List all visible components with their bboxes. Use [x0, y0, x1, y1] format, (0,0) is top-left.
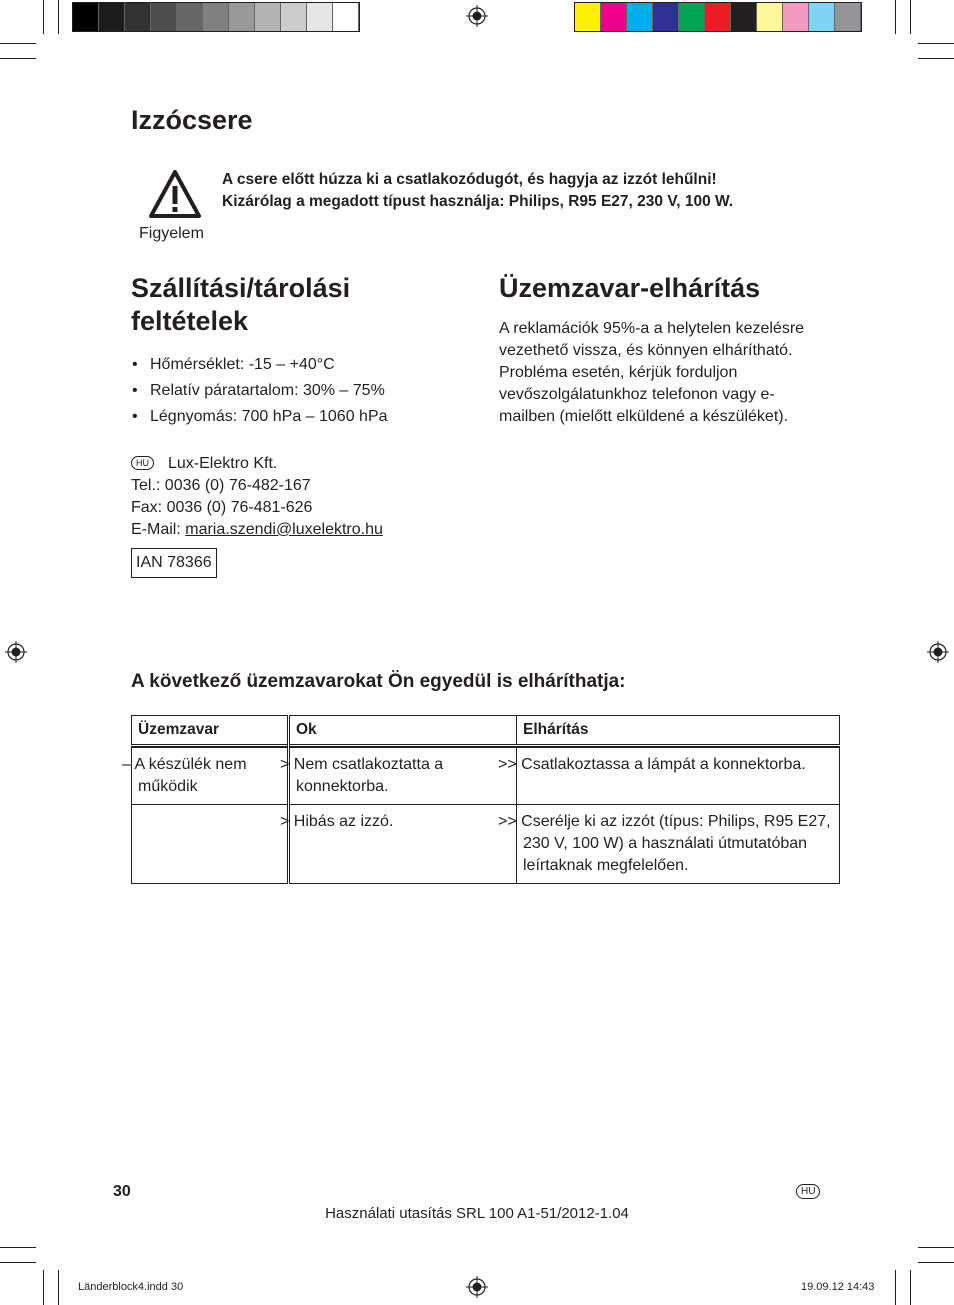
- warning-triangle-icon: [147, 168, 203, 220]
- table-cell-cause: > Nem csatlakoztatta a konnektorba.: [289, 748, 517, 805]
- crop-mark: [895, 0, 896, 34]
- grayscale-color-bar: [72, 2, 360, 32]
- list-item: • Relatív páratartalom: 30% – 75%: [130, 378, 388, 404]
- color-swatch: [601, 3, 627, 31]
- text-line: vezethető vissza, és könnyen elhárítható.: [499, 342, 793, 359]
- table-cell-fix: >> Csatlakoztassa a lámpát a konnektorba.: [517, 748, 840, 805]
- warning-label: Figyelem: [139, 225, 204, 242]
- text-line: Probléma esetén, kérjük forduljon: [499, 364, 738, 381]
- column-header: Üzemzavar: [132, 716, 289, 746]
- table-row: [132, 805, 840, 884]
- country-badge: HU: [796, 1184, 820, 1199]
- color-swatch: [627, 3, 653, 31]
- table-cell-fix: >> Cserélje ki az izzót (típus: Philips, R95 E27, 230 V, 100 W) a használati útmutatóban leírtaknak megfelelően.: [517, 805, 840, 884]
- color-swatch: [731, 3, 757, 31]
- crop-mark: [0, 1247, 36, 1248]
- table-header-row: [132, 716, 840, 746]
- color-swatch: [835, 3, 861, 31]
- column-header: Ok: [289, 716, 517, 746]
- crop-mark: [0, 58, 36, 59]
- crop-mark: [58, 1270, 59, 1305]
- color-swatch: [73, 3, 99, 31]
- title-line: feltételek: [131, 306, 249, 336]
- document-reference: Használati utasítás SRL 100 A1-51/2012-1.04: [325, 1205, 629, 1222]
- color-swatch: [307, 3, 333, 31]
- storage-conditions-list: [130, 352, 388, 430]
- crop-mark: [58, 0, 59, 34]
- crop-mark: [918, 58, 954, 59]
- table-cell-fault: [132, 805, 289, 884]
- crop-mark: [0, 1262, 36, 1263]
- slug-date: 19.09.12 14:43: [801, 1281, 875, 1293]
- crop-mark: [918, 1247, 954, 1248]
- title-line: Szállítási/tárolási: [131, 273, 351, 303]
- registration-mark-icon: [466, 5, 488, 27]
- color-swatch: [705, 3, 731, 31]
- list-item: • Hőmérséklet: -15 – +40°C: [130, 352, 388, 378]
- warning-text: [222, 169, 733, 213]
- phone-number: Tel.: 0036 (0) 76-482-167: [131, 477, 311, 494]
- email-link[interactable]: maria.szendi@luxelektro.hu: [185, 521, 383, 538]
- color-swatch: [125, 3, 151, 31]
- crop-mark: [910, 0, 911, 34]
- color-swatch: [99, 3, 125, 31]
- text-line: A reklamációk 95%-a a helytelen kezelésre: [499, 320, 805, 337]
- section-title-transport: [131, 272, 350, 338]
- list-item: • Légnyomás: 700 hPa – 1060 hPa: [130, 404, 388, 430]
- slug-filename: Länderblock4.indd 30: [78, 1281, 184, 1293]
- process-color-bar: [574, 2, 862, 32]
- fax-number: Fax: 0036 (0) 76-481-626: [131, 499, 313, 516]
- color-swatch: [809, 3, 835, 31]
- table-cell-cause: > Hibás az izzó.: [289, 805, 517, 884]
- crop-mark: [0, 43, 36, 44]
- company-name: Lux-Elektro Kft.: [168, 455, 278, 472]
- warning-line: Kizárólag a megadott típust használja: Philips, R95 E27, 230 V, 100 W.: [222, 193, 734, 210]
- color-swatch: [203, 3, 229, 31]
- country-badge: HU: [131, 456, 154, 470]
- color-swatch: [757, 3, 783, 31]
- text-line: vevőszolgálatunkhoz telefonon vagy e-: [499, 386, 775, 403]
- section-title-bulb: Izzócsere: [131, 105, 253, 135]
- registration-mark-icon: [466, 1276, 488, 1298]
- color-swatch: [281, 3, 307, 31]
- ian-number: IAN 78366: [131, 548, 217, 578]
- color-swatch: [177, 3, 203, 31]
- section-title-troubleshooting: Üzemzavar-elhárítás: [499, 273, 761, 303]
- contact-block: [131, 453, 383, 541]
- page-number: 30: [113, 1183, 131, 1200]
- color-swatch: [255, 3, 281, 31]
- crop-mark: [43, 1270, 44, 1305]
- crop-mark: [910, 1270, 911, 1305]
- crop-mark: [43, 0, 44, 34]
- crop-mark: [918, 1262, 954, 1263]
- color-swatch: [653, 3, 679, 31]
- troubleshooting-text: [499, 318, 804, 428]
- table-cell-fault: – A készülék nem működik: [132, 748, 289, 805]
- registration-mark-icon: [927, 641, 949, 663]
- troubleshooting-table: [122, 715, 840, 884]
- color-swatch: [229, 3, 255, 31]
- warning-line: A csere előtt húzza ki a csatlakozódugót, és hagyja az izzót lehűlni!: [222, 171, 717, 188]
- column-header: Elhárítás: [517, 716, 840, 746]
- color-swatch: [575, 3, 601, 31]
- table-heading: A következő üzemzavarokat Ön egyedül is elháríthatja:: [131, 671, 626, 692]
- registration-mark-icon: [5, 641, 27, 663]
- color-swatch: [333, 3, 359, 31]
- color-swatch: [679, 3, 705, 31]
- crop-mark: [895, 1270, 896, 1305]
- color-swatch: [783, 3, 809, 31]
- email-label: E-Mail:: [131, 521, 186, 538]
- text-line: mailben (mielőtt elküldené a készüléket).: [499, 408, 789, 425]
- crop-mark: [918, 43, 954, 44]
- table-row: [132, 748, 840, 805]
- color-swatch: [151, 3, 177, 31]
